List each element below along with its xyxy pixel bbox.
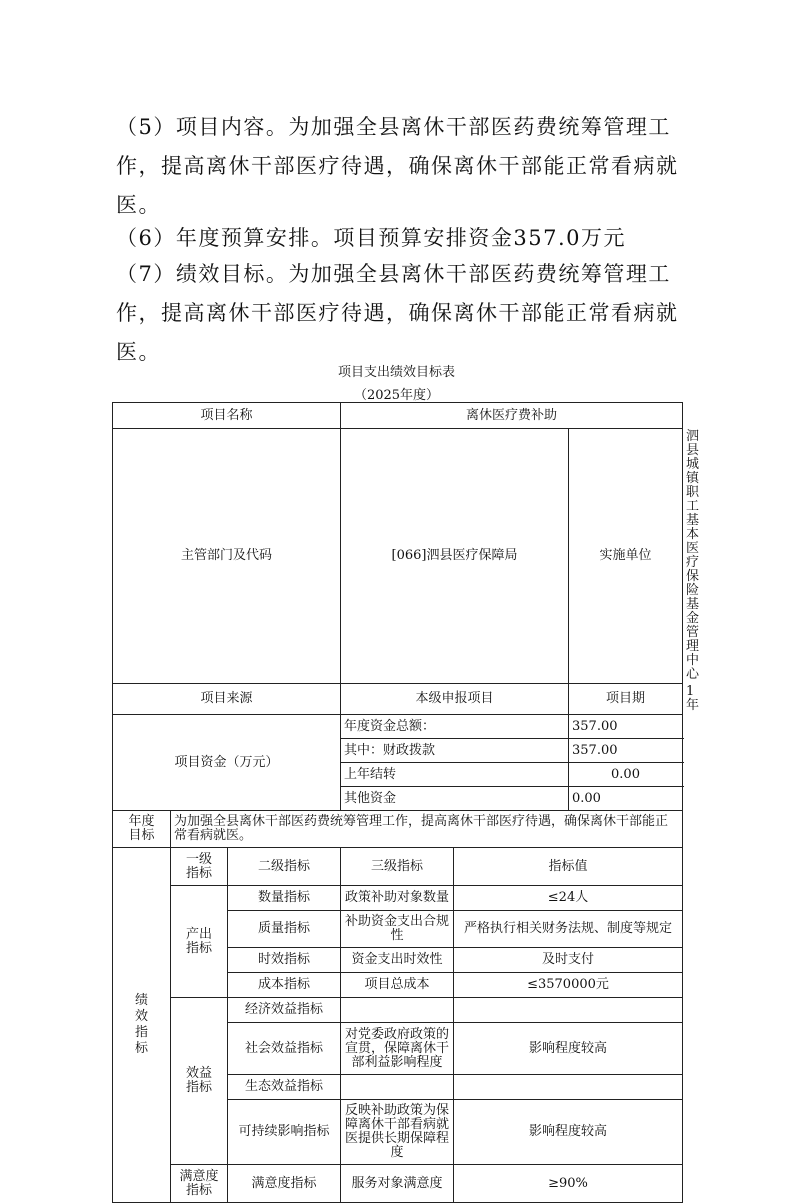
funds-prev-label: 上年结转: [341, 763, 569, 787]
funds-label: 项目资金（万元）: [113, 715, 341, 811]
output-label: 产出指标: [171, 886, 228, 998]
time-level2: 时效指标: [228, 948, 341, 973]
cost-level3: 项目总成本: [341, 973, 454, 998]
eco-value: [454, 1075, 683, 1100]
perf-label: 绩效指标: [113, 848, 171, 1203]
quantity-level3: 政策补助对象数量: [341, 886, 454, 911]
sustain-value: 影响程度较高: [454, 1100, 683, 1165]
social-level3: 对党委政府政策的宣贯，保障离休干部利益影响程度: [341, 1023, 454, 1075]
impl-label: 实施单位: [569, 429, 683, 684]
performance-table-wrapper: [112, 402, 700, 1203]
funds-total-label: 年度资金总额：: [341, 715, 569, 739]
eco-level2: 生态效益指标: [228, 1075, 341, 1100]
header-level3: 三级指标: [341, 848, 454, 886]
social-value: 影响程度较高: [454, 1023, 683, 1075]
funds-fiscal-value: 357.00: [569, 739, 683, 763]
quality-level2: 质量指标: [228, 911, 341, 948]
funds-other-label: 其他资金: [341, 787, 569, 811]
dept-label: 主管部门及代码: [113, 429, 341, 684]
funds-other-value: 0.00: [569, 787, 683, 811]
funds-fiscal-label: 其中：财政拨款: [341, 739, 569, 763]
project-name-value: 离休医疗费补助: [341, 403, 683, 429]
eco-level3: [341, 1075, 454, 1100]
paragraph-project-content: （5）项目内容。为加强全县离休干部医药费统筹管理工作，提高离休干部医疗待遇，确保离休干部能正常看病就医。: [116, 115, 679, 217]
project-name-label: 项目名称: [113, 403, 341, 429]
satis-value: ≥90%: [454, 1165, 683, 1203]
econ-level2: 经济效益指标: [228, 998, 341, 1023]
table-year: （2025年度）: [353, 388, 440, 403]
econ-value: [454, 998, 683, 1023]
quantity-value: ≤24人: [454, 886, 683, 911]
sustain-level3: 反映补助政策为保障离休干部看病就医提供长期保障程度: [341, 1100, 454, 1165]
quality-value: 严格执行相关财务法规、制度等规定: [454, 911, 683, 948]
performance-table: 项目名称 离休医疗费补助 主管部门及代码 [066]泗县医疗保障局 实施单位 泗县城镇职工基本医疗保险基金管理中心 项目来源 本级申报项目 项目期 1年 项目资金（万元） 年度资金总额： 357.00 其中：财政拨款 357.00 上年结转 0.00 其他资金 0.00 年度目标 为加强全县离休干部医药费统筹管理工作，提高离休干部医疗待遇，确保离休干部能正常看病就医。 绩效指标 一级指标 二级指标 三级指标 指标值 产出指标 数量指标 政策补助对象数量 ≤24人 质量指标 补助资金支出合规性 严格执行相关财务法规、制度等规定 时效指标 资金支出时效性 及时支付 成本指标 项目总成本 ≤3570000元 效益指标 经济效益指标 社会效益指标 对党委政府政策的宣贯，保障离休干部利益影响程度 影响程度较高 生态效益指标 可持续影响指标 反映补助政策为保障离休干部看病就医提供长期保障程度 影响程度较高 满意度指标 满意度指标 服务对象满意度 ≥90%: [112, 402, 683, 1203]
funds-prev-value: 0.00: [569, 763, 683, 787]
satis-level3: 服务对象满意度: [341, 1165, 454, 1203]
funds-total-value: 357.00: [569, 715, 683, 739]
benefit-label: 效益指标: [171, 998, 228, 1165]
time-value: 及时支付: [454, 948, 683, 973]
source-value: 本级申报项目: [341, 684, 569, 715]
paragraph-performance-goal: （7）绩效目标。为加强全县离休干部医药费统筹管理工作，提高离休干部医疗待遇，确保离休干部能正常看病就医。: [116, 262, 679, 364]
cost-value: ≤3570000元: [454, 973, 683, 998]
quality-level3: 补助资金支出合规性: [341, 911, 454, 948]
dept-value: [066]泗县医疗保障局: [341, 429, 569, 684]
time-level3: 资金支出时效性: [341, 948, 454, 973]
source-label: 项目来源: [113, 684, 341, 715]
table-title: 项目支出绩效目标表: [337, 365, 455, 380]
cost-level2: 成本指标: [228, 973, 341, 998]
social-level2: 社会效益指标: [228, 1023, 341, 1075]
period-label: 项目期: [569, 684, 683, 715]
header-level2: 二级指标: [228, 848, 341, 886]
annual-goal-value: 为加强全县离休干部医药费统筹管理工作，提高离休干部医疗待遇，确保离休干部能正常看病就医。: [171, 811, 683, 848]
satis-label: 满意度指标: [171, 1165, 228, 1203]
econ-level3: [341, 998, 454, 1023]
annual-goal-label: 年度目标: [113, 811, 171, 848]
paragraph-annual-budget: （6）年度预算安排。项目预算安排资金357.0万元: [116, 226, 626, 250]
sustain-level2: 可持续影响指标: [228, 1100, 341, 1165]
quantity-level2: 数量指标: [228, 886, 341, 911]
header-level1: 一级指标: [171, 848, 228, 886]
header-value: 指标值: [454, 848, 683, 886]
satis-level2: 满意度指标: [228, 1165, 341, 1203]
